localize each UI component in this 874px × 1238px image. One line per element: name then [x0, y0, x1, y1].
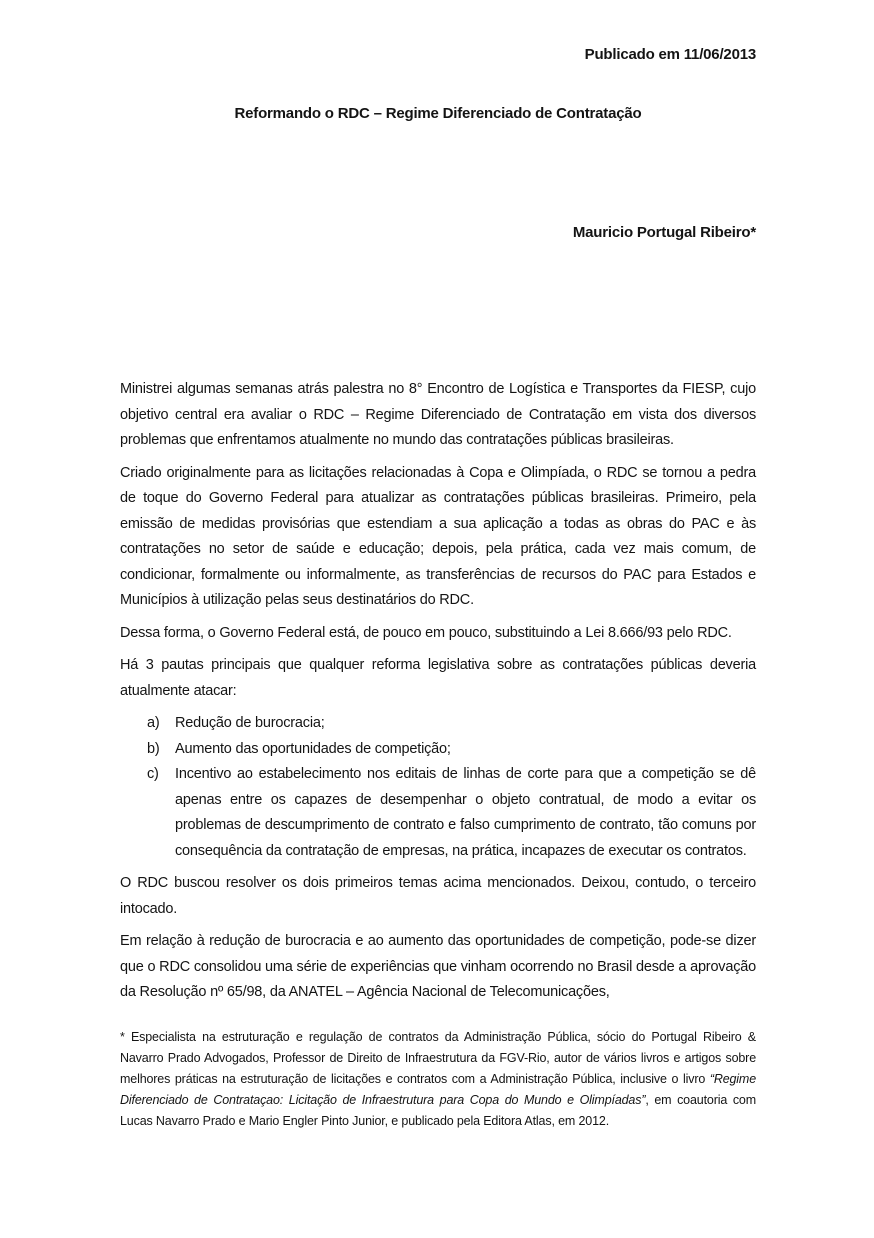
- paragraph-2: Criado originalmente para as licitações relacionadas à Copa e Olimpíada, o RDC se tornou a pedra de toque do Governo Federal para atualizar as contratações públicas brasileiras. Primeiro, pela emissão de medidas provisórias que estendiam a sua aplicação a todas as obras do PAC e às contratações no setor de saúde e educação; depois, pela prática, cada vez mais comum, de condicionar, formalmente ou informalmente, as transferências de recursos do PAC para Estados e Municípios à utilização pelas seus destinatários do RDC.: [120, 464, 756, 608]
- lettered-list: [120, 711, 756, 864]
- list-item: [120, 762, 756, 864]
- published-date: Publicado em 11/06/2013: [584, 46, 756, 63]
- footnote-text-after: , em coautoria com Lucas Navarro Prado e Mario Engler Pinto Junior, e publicado pela Editora Atlas, em 2012.: [120, 1092, 756, 1128]
- paragraph-5: O RDC buscou resolver os dois primeiros temas acima mencionados. Deixou, contudo, o terceiro intocado.: [120, 875, 756, 917]
- footnote-text-before: * Especialista na estruturação e regulação de contratos da Administração Pública, sócio do Portugal Ribeiro & Navarro Prado Advogados, Professor de Direito de Infraestrutura da FGV-Rio, autor de vários livros e artigos sobre melhores práticas na estruturação de licitações e contratos com a Administração Pública, inclusive o livro: [120, 1029, 756, 1086]
- document-title: Reformando o RDC – Regime Diferenciado de Contratação: [234, 104, 642, 122]
- paragraph-4: Há 3 pautas principais que qualquer reforma legislativa sobre as contratações públicas deveria atualmente atacar:: [120, 657, 756, 699]
- footnote-book-title: “Regime Diferenciado de Contrataçao: Licitação de Infraestrutura para Copa do Mundo e Olimpíadas”: [120, 1071, 756, 1107]
- list-item-text: Redução de burocracia;: [175, 715, 325, 731]
- paragraph-1: Ministrei algumas semanas atrás palestra no 8° Encontro de Logística e Transportes da FIESP, cujo objetivo central era avaliar o RDC – Regime Diferenciado de Contratação em vista dos diversos problemas que enfrentamos atualmente no mundo das contratações públicas brasileiras.: [120, 381, 756, 448]
- paragraph-3: Dessa forma, o Governo Federal está, de pouco em pouco, substituindo a Lei 8.666/93 pelo RDC.: [120, 624, 732, 641]
- document-body: [120, 377, 756, 1006]
- list-item-label: b): [147, 740, 160, 757]
- list-item: [120, 737, 756, 763]
- footnote: [120, 1027, 756, 1132]
- list-item-text: Aumento das oportunidades de competição;: [175, 740, 451, 757]
- paragraph-6: Em relação à redução de burocracia e ao aumento das oportunidades de competição, pode-se dizer que o RDC consolidou uma série de experiências que vinham ocorrendo no Brasil desde a aprovação da Resolução nº 65/98, da ANATEL – Agência Nacional de Telecomunicações,: [120, 933, 756, 1000]
- list-item: [120, 711, 756, 737]
- list-item-label: a): [147, 715, 160, 731]
- list-item-label: c): [147, 766, 159, 782]
- author-byline: Mauricio Portugal Ribeiro*: [572, 223, 756, 241]
- list-item-text: Incentivo ao estabelecimento nos editais de linhas de corte para que a competição se dê apenas entre os capazes de desempenhar o objeto contratual, de modo a evitar os problemas de descumprimento de contrato e falso cumprimento de contrato, tão comuns por consequência da contratação de empresas, na prática, incapazes de executar os contratos.: [175, 766, 756, 859]
